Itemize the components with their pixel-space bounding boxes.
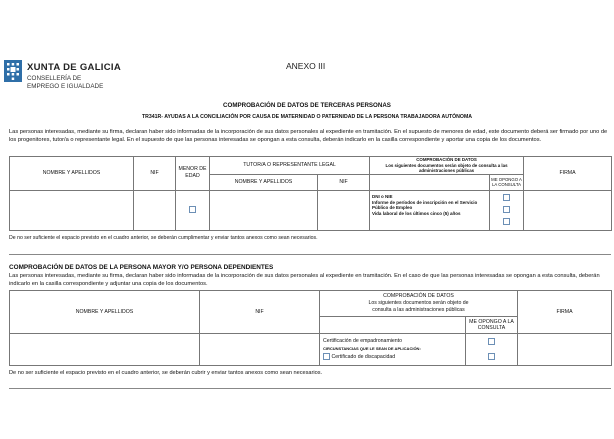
circumstances-label: CIRCUNSTANCIAS QUE LE SEAN DE APLICACIÓN:	[323, 346, 421, 351]
section-divider	[9, 254, 611, 255]
tutor-name-input-cell[interactable]	[210, 190, 318, 230]
col2-check-empty	[320, 317, 466, 334]
col-check-title: COMPROBACIÓN DE DATOS	[416, 157, 477, 162]
oppose2-checkboxes	[466, 334, 518, 366]
col2-oppose-header: ME OPONGO A LA CONSULTA	[466, 317, 518, 334]
check-item-employment: Informe de períodos de inscripción en el Servicio Público de Empleo	[372, 199, 478, 211]
section2-title: COMPROBACIÓN DE DATOS DE LA PERSONA MAYOR Y/O PERSONA DEPENDIENTES	[9, 264, 274, 271]
col2-check-header	[320, 291, 518, 317]
annex-label: ANEXO III	[286, 61, 326, 71]
check2-item-census: Certificación de empadronamiento	[323, 338, 403, 344]
oppose-dni-checkbox[interactable]	[503, 194, 510, 201]
col-tutor-name-header: NOMBRE Y APELLIDOS	[210, 174, 318, 190]
oppose-work-life-checkbox[interactable]	[503, 218, 510, 225]
check2-item-disability: Certificado de discapacidad	[331, 354, 396, 360]
disability-row	[323, 353, 462, 361]
col-sign-header: FIRMA	[524, 157, 612, 191]
col-check-header	[370, 157, 524, 175]
oppose-census-checkbox[interactable]	[488, 338, 495, 345]
check-items	[370, 190, 490, 230]
col2-check-subtitle: Los siguientes documentos serán objeto de consulta a las administraciones públicas	[368, 300, 469, 313]
section2-intro: Las personas interesadas, mediante su firma, declaran haber sido informadas de la incorporación de sus datos personales al expediente en tramitación. En el caso de que las personas interesadas se opongan a esta consulta, deberán indicarlo en la casilla correspondiente y adjuntar una copia de los documentos.	[9, 273, 600, 288]
col-tutor-nif-header: NIF	[318, 174, 370, 190]
col2-sign-header: FIRMA	[518, 291, 612, 334]
section2-note: De no ser suficiente el espacio previsto en el cuadro anterior, se deberán cubrir y enviar tantos anexos como sean necesarios.	[9, 370, 323, 376]
logo-department-line2: EMPREGO E IGUALDADE	[27, 82, 104, 90]
logo-title: XUNTA DE GALICIA	[27, 62, 121, 73]
oppose-checkboxes	[490, 190, 524, 230]
logo-department-line1: CONSELLERÍA DE	[27, 75, 82, 82]
logo-department	[27, 75, 103, 90]
col2-nif-header: NIF	[200, 291, 320, 334]
disability-checkbox[interactable]	[323, 353, 330, 360]
oppose-disability-checkbox[interactable]	[488, 353, 495, 360]
col-tutor-header: TUTOR/A O REPRESENTANTE LEGAL	[210, 157, 370, 175]
check-item-work-life: Vida laboral de los últimos cinco (5) años	[372, 210, 461, 216]
section1-intro: Las personas interesadas, mediante su firma, declaran haber sido informadas de la incorporación de sus datos personales al expediente en tramitación. En el supuesto de menores de edad, este documento deberá ser firmado por uno de los progenitores, tutor/a o representante legal. En el supuesto de que las personas interesadas se opongan a esta consulta, deberán indicarlo en la casilla correspondiente y aportar una copia de los documentos.	[9, 129, 608, 144]
minor-cell	[176, 190, 210, 230]
sign-cell[interactable]	[524, 190, 612, 230]
section1-table	[9, 156, 612, 231]
col-check-empty	[370, 174, 490, 190]
minor-checkbox[interactable]	[189, 206, 196, 213]
col2-name-header: NOMBRE Y APELLIDOS	[10, 291, 200, 334]
check-item-dni: DNI o NIE	[372, 193, 393, 199]
name2-input-cell[interactable]	[10, 334, 200, 366]
col2-check-title: COMPROBACIÓN DE DATOS	[383, 293, 454, 299]
xunta-logo-icon	[4, 60, 22, 82]
sign2-cell[interactable]	[518, 334, 612, 366]
col-nif-header: NIF	[134, 157, 176, 191]
section2-divider	[9, 388, 611, 389]
name-input-cell[interactable]	[10, 190, 134, 230]
section2-table	[9, 290, 612, 366]
tutor-nif-input-cell[interactable]	[318, 190, 370, 230]
nif2-input-cell[interactable]	[200, 334, 320, 366]
col-minor-header: MENOR DE EDAD	[176, 157, 210, 191]
check2-items	[320, 334, 466, 366]
oppose-employment-checkbox[interactable]	[503, 206, 510, 213]
col-oppose-header: ME OPONGO A LA CONSULTA	[490, 174, 524, 190]
page-subtitle: TR341R- AYUDAS A LA CONCILIACIÓN POR CAUSA DE MATERNIDAD O PATERNIDAD DE LA PERSONA TRABAJADORA AUTÓNOMA	[141, 114, 473, 120]
col-check-subtitle: Los siguientes documentos serán objeto de consulta a las administraciones públicas	[385, 162, 508, 173]
col-name-header: NOMBRE Y APELLIDOS	[10, 157, 134, 191]
nif-input-cell[interactable]	[134, 190, 176, 230]
section1-note: De no ser suficiente el espacio previsto en el cuadro anterior, se deberán cumplimentar y enviar tantos anexos como sean necesarios.	[9, 235, 318, 241]
page-title: COMPROBACIÓN DE DATOS DE TERCERAS PERSONAS	[223, 102, 391, 109]
